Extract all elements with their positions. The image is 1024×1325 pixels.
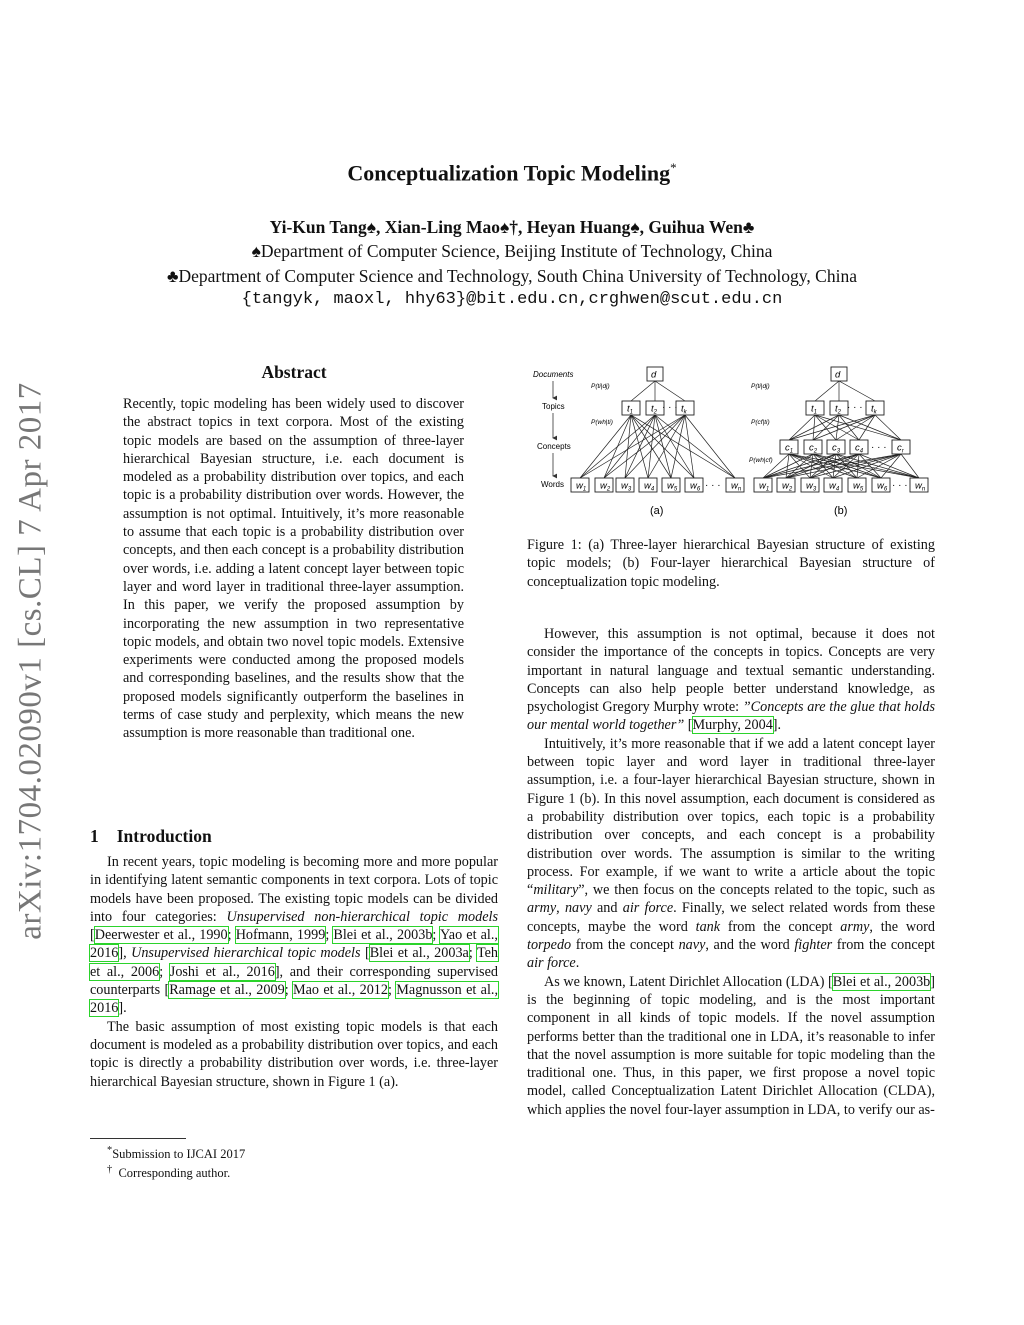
- word-node: [872, 478, 890, 493]
- citation-link[interactable]: Ramage et al., 2009: [169, 982, 285, 999]
- document-node: [647, 367, 663, 381]
- topic-node: [830, 401, 848, 416]
- citation-link[interactable]: Teh et al., 2006: [90, 945, 499, 980]
- word-node: [571, 478, 589, 493]
- word-node: [910, 478, 928, 493]
- ellipsis: · · ·: [892, 480, 908, 491]
- row-label-concepts: Concepts: [537, 442, 571, 451]
- citation-link[interactable]: Yao et al., 2016: [90, 927, 498, 962]
- section-number: 1: [90, 826, 99, 846]
- intro-left-column: [90, 853, 498, 1091]
- abstract-body: [123, 395, 464, 743]
- row-label-documents: Documents: [533, 370, 574, 379]
- ellipsis: · · ·: [705, 480, 721, 491]
- affiliation-2: ♣Department of Computer Science and Technology, South China University of Technology, China: [167, 266, 857, 286]
- figure-label-b: (b): [834, 505, 848, 517]
- ellipsis: · · ·: [847, 402, 863, 413]
- word-node: [848, 478, 866, 493]
- word-node: [726, 478, 744, 493]
- figure-label-a: (a): [650, 505, 664, 517]
- citation-link[interactable]: Murphy, 2004: [692, 717, 773, 734]
- topic-node: [806, 401, 824, 416]
- document-node: [831, 367, 847, 381]
- right-paragraph-2: Intuitively, it’s more reasonable that if we add a latent concept layer between topic layer and word layer in traditional three-layer assumption, i.e. a four-layer hierarchical Bayesian structure, shown in Figure 1 (b). In this novel assumption, each document is considered as a probability distribution over topics, each topic is a probability distribution over concepts, and each concept is a probability distribution over words. The assumption is similar to the writing process. For example, if we want to write a article about the topic “military”, we then focus on the concepts related to the topic, such as army, navy and air force. Finally, we select related words from these concepts, maybe the word tank from the concept army, the word torpedo from the concept navy, and the word fighter from the concept air force.: [527, 735, 935, 972]
- word-node: [685, 478, 703, 493]
- footnote-2: † Corresponding author.: [107, 1164, 231, 1181]
- svg-text:w4: $w_4$: [644, 480, 655, 493]
- svg-text:wn: $w_n$: [915, 480, 926, 493]
- concept-node: [827, 440, 845, 455]
- concept-node: [850, 440, 868, 455]
- right-paragraph-3: As we known, Latent Dirichlet Allocation (LDA) [Blei et al., 2003b] is the beginning of topic modeling, and is the most important component in all kinds of topic models. If the novel assumption performs better than the traditional one in LDA, it’s reasonable to infer that the novel assumption is more suitable for topic modeling than the traditional one. Thus, in this paper, we first propose a novel topic model, called Conceptualization Latent Dirichlet Allocation (CLDA), which applies the novel four-layer assumption in LDA, to verify our as-: [527, 973, 935, 1118]
- intro-right-column: [527, 625, 935, 1119]
- svg-text:w5: $w_5$: [667, 480, 678, 493]
- row-label-topics: Topics: [542, 402, 565, 411]
- word-node: [595, 478, 613, 493]
- citation-link[interactable]: Deerwester et al., 1990: [94, 927, 228, 944]
- arxiv-stamp-text: arXiv:1704.02090v1 [cs.CL] 7 Apr 2017: [12, 382, 49, 940]
- svg-text:w5: $w_5$: [853, 480, 864, 493]
- svg-text:w1: $w_1$: [759, 480, 770, 493]
- prob-label-b-ct: P(cf|ti): [751, 419, 770, 426]
- svg-text:w4: $w_4$: [829, 480, 840, 493]
- svg-text:t2: $t_2$: [835, 403, 841, 416]
- svg-text:w6: $w_6$: [877, 480, 888, 493]
- citation-link[interactable]: Mao et al., 2012: [292, 982, 388, 999]
- svg-text:w2: $w_2$: [600, 480, 611, 493]
- concept-node: [892, 440, 910, 455]
- prob-label-b-td: P(ti|dj): [751, 383, 770, 390]
- citation-link[interactable]: Blei et al., 2003a: [369, 945, 469, 962]
- intro-paragraph-2: The basic assumption of most existing topic models is that each document is modeled as a probability distribution over topics, and each topic is directly a probability distribution over words, i.e. three-layer hierarchical Bayesian structure, shown in Figure 1 (a).: [90, 1018, 498, 1090]
- figure-1-diagram: [527, 362, 937, 522]
- author-emails: {tangyk, maoxl, hhy63}@bit.edu.cn,crghwen@scut.edu.cn: [241, 290, 783, 309]
- svg-text:t1: $t_1$: [627, 403, 633, 416]
- word-node: [777, 478, 795, 493]
- row-label-words: Words: [541, 480, 564, 489]
- concept-node: [780, 440, 798, 455]
- ellipsis: · · ·: [662, 402, 678, 413]
- svg-text:w6: $w_6$: [690, 480, 701, 493]
- citation-link[interactable]: Joshi et al., 2016: [169, 963, 275, 980]
- concept-node: [804, 440, 822, 455]
- paper-title: Conceptualization Topic Modeling*: [347, 160, 677, 186]
- abstract-text: Recently, topic modeling has been widely used to discover the abstract topics in text corpora. Most of the existing topic models are based on the assumption of three-layer hierarchical Bayesian structure, i.e. each document is modeled as a probability distribution over topics, and each topic is a probability distribution over words. However, the assumption is not optimal. Intuitively, it’s more reasonable to assume that each topic is a probability distribution over concepts, and then each concept is a probability distribution over words, i.e. adding a latent concept layer between topic layer and word layer in traditional three-layer assumption. In this paper, we verify the proposed assumption by incorporating the new assumption in two representative topic models, and obtain two novel topic models. Extensive experiments were conducted among the proposed models and corresponding baselines, and the results show that the proposed models significantly outperform the baselines in terms of case study and perplexity, which means the new assumption is more reasonable than traditional one.: [123, 396, 464, 742]
- svg-text:w1: $w_1$: [576, 480, 587, 493]
- citation-link[interactable]: Blei et al., 2003b: [333, 927, 433, 944]
- svg-text:d: d: [835, 369, 841, 381]
- prob-label-a-wt: P(wh|ti): [591, 419, 613, 426]
- topic-node: [866, 401, 884, 416]
- citation-link[interactable]: Hofmann, 1999: [235, 927, 326, 944]
- svg-text:w3: $w_3$: [806, 480, 817, 493]
- right-paragraph-1: However, this assumption is not optimal, because it does not consider the importance of the concepts in topics. Concepts are very important in natural language and textual semantic understanding. Concepts can also help people better understand knowledge, as psychologist Gregory Murphy wrote: ”Concepts are the glue that holds our mental world together” [Murphy, 2004].: [527, 626, 935, 734]
- section-title: Introduction: [116, 826, 212, 846]
- svg-text:c3: $c_3$: [832, 442, 841, 455]
- intro-paragraph-1: In recent years, topic modeling is becoming more and more popular in identifying latent semantic components in text corpora. Lots of topic models have been proposed. The existing topic models can be divided into four categories: Unsupervised non-hierarchical topic models [Deerwester et al., 1990; Hofmann, 1999; Blei et al., 2003b; Yao et al., 2016], Unsupervised hierarchical topic models [Blei et al., 2003a; Teh et al., 2006; Joshi et al., 2016], and their corresponding supervised counterparts [Ramage et al., 2009; Mao et al., 2012; Magnusson et al., 2016].: [90, 854, 499, 1017]
- svg-text:tk: $t_k$: [871, 403, 877, 416]
- affiliation-1: ♠Department of Computer Science, Beijing Institute of Technology, China: [251, 241, 773, 261]
- svg-text:cr: $c_r$: [897, 442, 904, 455]
- svg-text:t1: $t_1$: [811, 403, 817, 416]
- word-node: [616, 478, 634, 493]
- abstract-heading: Abstract: [261, 362, 327, 382]
- prob-label-b-wc: P(wh|cf): [749, 457, 773, 464]
- svg-text:w3: $w_3$: [621, 480, 632, 493]
- svg-text:d: d: [651, 369, 657, 381]
- svg-text:t2: $t_2$: [651, 403, 657, 416]
- word-node: [824, 478, 842, 493]
- arxiv-stamp: [4, 367, 58, 955]
- citation-link[interactable]: Magnusson et al., 2016: [90, 982, 498, 1017]
- ellipsis: · · ·: [871, 442, 887, 453]
- footnote-1: *Submission to IJCAI 2017: [107, 1145, 246, 1162]
- author-list: Yi-Kun Tang♠, Xian-Ling Mao♠†, Heyan Huang♠, Guihua Wen♣: [269, 217, 755, 237]
- topic-node: [676, 401, 694, 416]
- word-node: [754, 478, 772, 493]
- svg-text:c1: $c_1$: [785, 442, 794, 455]
- prob-label-a-td: P(ti|dj): [591, 383, 610, 390]
- word-node: [801, 478, 819, 493]
- word-node: [662, 478, 680, 493]
- topic-node: [622, 401, 640, 416]
- section-heading: [90, 826, 212, 847]
- svg-text:c4: $c_4$: [855, 442, 864, 455]
- word-node: [639, 478, 657, 493]
- svg-text:wn: $w_n$: [731, 480, 742, 493]
- footnote-rule: [90, 1138, 186, 1139]
- svg-text:c2: $c_2$: [809, 442, 818, 455]
- svg-text:tk: $t_k$: [681, 403, 687, 416]
- figure-1-caption: Figure 1: (a) Three-layer hierarchical Bayesian structure of existing topic models; (b) Four-layer hierarchical Bayesian structure of conceptualization topic modeling.: [527, 537, 935, 590]
- svg-text:w2: $w_2$: [782, 480, 793, 493]
- citation-link[interactable]: Blei et al., 2003b: [832, 973, 931, 990]
